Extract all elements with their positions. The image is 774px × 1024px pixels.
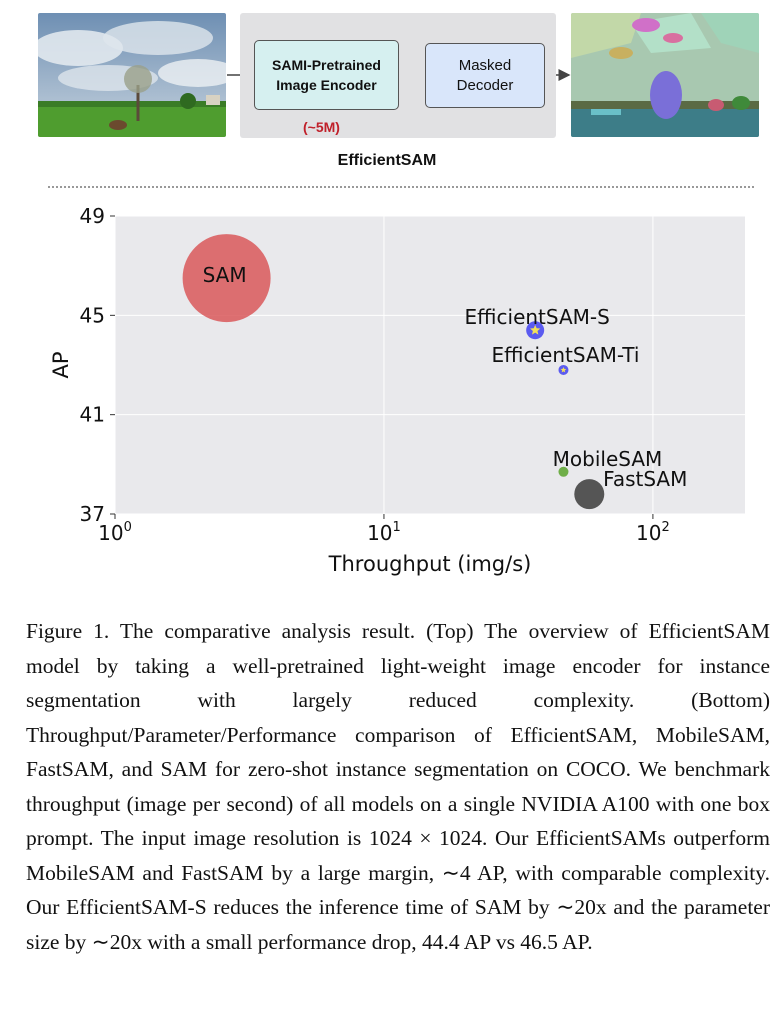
point-label: MobileSAM bbox=[552, 446, 663, 471]
x-tick-label bbox=[636, 520, 670, 545]
decoder-label-line1: Masked bbox=[458, 56, 512, 74]
masked-decoder-box bbox=[425, 43, 545, 108]
image-encoder-box bbox=[254, 40, 399, 110]
x-tick-base: 10 bbox=[636, 521, 662, 545]
point-fastsam bbox=[574, 479, 604, 509]
x-tick-exponent: 0 bbox=[123, 520, 132, 535]
decoder-label-line2: Decoder bbox=[456, 76, 514, 94]
point-label: FastSAM bbox=[603, 467, 688, 492]
x-tick-base: 10 bbox=[367, 521, 393, 545]
x-axis-label: Throughput (img/s) bbox=[328, 552, 532, 576]
y-tick-label: 49 bbox=[79, 204, 105, 228]
x-tick-label bbox=[367, 520, 401, 545]
y-tick-label: 37 bbox=[79, 502, 105, 526]
y-tick-label: 45 bbox=[79, 303, 105, 328]
x-tick-label bbox=[98, 520, 132, 545]
section-divider bbox=[48, 186, 754, 188]
point-label: EfficientSAM-Ti bbox=[491, 342, 640, 367]
encoder-params: (~5M) bbox=[303, 119, 340, 135]
x-tick-exponent: 1 bbox=[392, 520, 401, 535]
x-tick-exponent: 2 bbox=[661, 520, 670, 535]
encoder-label-line2: Image Encoder bbox=[276, 77, 377, 93]
x-tick-base: 10 bbox=[98, 521, 124, 545]
point-label: SAM bbox=[202, 263, 247, 288]
point-label: EfficientSAM-S bbox=[464, 305, 610, 330]
caption-text: Figure 1. The comparative analysis result. (Top) The overview of EfficientSAM model by taking a well-pretrained light-weight image encoder for instance segmentation with largely reduced complexity. (Bottom) Throughput/Parameter/Performance comparison of EfficientSAM, MobileSAM, FastSAM, and SAM for zero-shot instance segmentation on COCO. We benchmark throughput (image per second) of all models on a single NVIDIA A100 with one box prompt. The input image resolution is 1024 × 1024. Our EfficientSAMs outperform MobileSAM and FastSAM by a large margin, ∼4 AP, with comparable complexity. Our EfficientSAM-S reduces the inference time of SAM by ∼20x and the parameter size by ∼20x with a small performance drop, 44.4 AP vs 46.5 AP. bbox=[26, 619, 770, 954]
throughput-ap-chart bbox=[0, 195, 774, 585]
model-name: EfficientSAM bbox=[337, 152, 437, 169]
figure-caption bbox=[26, 614, 770, 959]
encoder-label-line1: SAMI-Pretrained bbox=[272, 57, 381, 73]
y-tick-label: 41 bbox=[79, 402, 105, 427]
y-axis-label: AP bbox=[49, 351, 73, 379]
